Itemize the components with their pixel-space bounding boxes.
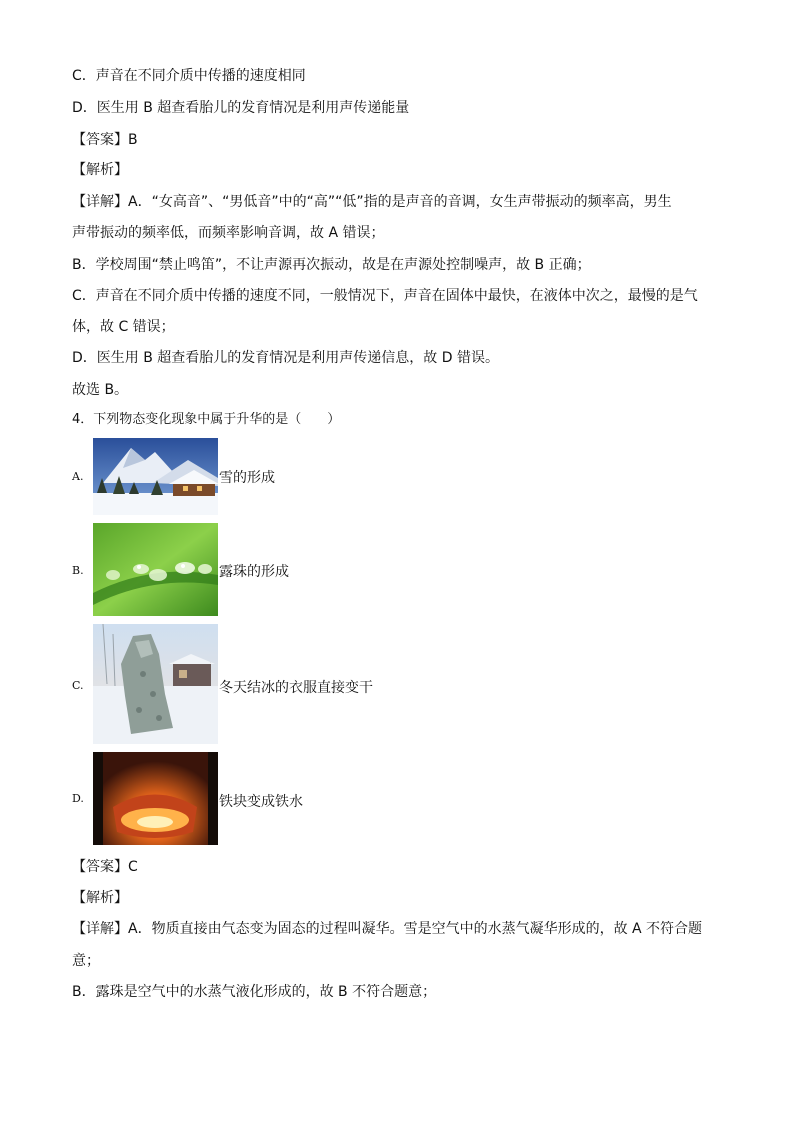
detail-line: C．声音在不同介质中传播的速度不同，一般情况下，声音在固体中最快，在液体中次之，最慢的是气 — [72, 288, 698, 304]
question-stem: 4．下列物态变化现象中属于升华的是（ ） — [72, 412, 341, 427]
option-caption-a: 雪的形成 — [219, 470, 275, 486]
snowy-mountain-cabin-image — [93, 438, 218, 515]
option-letter-a: A. — [72, 470, 84, 483]
prev-option-d: D．医生用 B 超查看胎儿的发育情况是利用声传递能量 — [72, 100, 410, 116]
detail-line: 体，故 C 错误； — [72, 319, 175, 335]
detail-line: 故选 B。 — [72, 382, 129, 398]
prev-option-c: C．声音在不同介质中传播的速度相同 — [72, 68, 306, 84]
option-letter-b: B. — [72, 564, 84, 577]
option-letter-c: C. — [72, 679, 84, 692]
detail-line: D．医生用 B 超查看胎儿的发育情况是利用声传递信息，故 D 错误。 — [72, 350, 499, 366]
dew-drops-on-leaf-image — [93, 523, 218, 616]
frozen-clothes-image — [93, 624, 218, 744]
analysis-label: 【解析】 — [72, 162, 128, 178]
detail-line: B．露珠是空气中的水蒸气液化形成的，故 B 不符合题意； — [72, 984, 437, 1000]
answer-label: 【答案】B — [72, 132, 138, 148]
option-letter-d: D. — [72, 792, 84, 805]
detail-line: 声带振动的频率低，而频率影响音调，故 A 错误； — [72, 225, 385, 241]
answer-label: 【答案】C — [72, 859, 138, 875]
detail-line: B．学校周围“禁止鸣笛”，不让声源再次振动，故是在声源处控制噪声，故 B 正确； — [72, 257, 591, 273]
detail-line: 意； — [72, 953, 100, 969]
detail-line: 【详解】A．物质直接由气态变为固态的过程叫凝华。雪是空气中的水蒸气凝华形成的，故 A 不符合题 — [72, 921, 703, 937]
molten-iron-image — [93, 752, 218, 845]
option-caption-c: 冬天结冰的衣服直接变干 — [219, 680, 373, 696]
analysis-label: 【解析】 — [72, 890, 128, 906]
option-caption-b: 露珠的形成 — [219, 564, 289, 580]
detail-line: 【详解】A．“女高音”、“男低音”中的“高”“低”指的是声音的音调，女生声带振动的频率高，男生 — [72, 194, 672, 210]
option-caption-d: 铁块变成铁水 — [219, 794, 303, 810]
